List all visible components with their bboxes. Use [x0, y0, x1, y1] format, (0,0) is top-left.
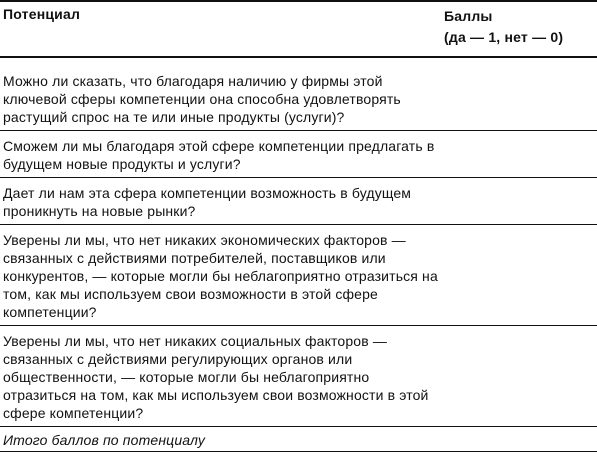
- total-row: [0, 427, 597, 452]
- question-text: Уверены ли мы, что нет никаких социальных факторов — связанных с действиями регулирующих органов или общественности, — которые могли бы неблагоприятно отразиться на том, как мы используем свои возможности в этой сфере компетенции?: [3, 333, 429, 421]
- header-score-legend: (да — 1, нет — 0): [444, 29, 564, 45]
- header-score-title: Баллы: [444, 8, 493, 24]
- score-cell[interactable]: [444, 184, 594, 202]
- total-score-cell[interactable]: [444, 433, 594, 451]
- question-text: Сможем ли мы благодаря этой сфере компетенции предлагать в будущем новые продукты и услуги?: [3, 138, 435, 172]
- question-text: Уверены ли мы, что нет никаких экономических факторов — связанных с действиями потребителей, поставщиков или конкурентов, — которые могли бы неблагоприятно отразиться на том, как мы используем свои возможности в этой сфере компетенции?: [3, 232, 438, 320]
- question-text: Дает ли нам эта сфера компетенции возможность в будущем проникнуть на новые рынки?: [3, 185, 412, 219]
- total-label: Итого баллов по потенциалу: [3, 432, 206, 448]
- header-score: [444, 6, 563, 48]
- table-row: [0, 66, 597, 131]
- table-row: [0, 225, 597, 326]
- table-row: [0, 326, 597, 427]
- table-row: [0, 178, 597, 225]
- question-text: Можно ли сказать, что благодаря наличию у фирмы этой ключевой сферы компетенции она способна удовлетворять растущий спрос на те или иные продукты (услуги)?: [3, 73, 401, 125]
- score-cell[interactable]: [444, 137, 594, 155]
- score-cell[interactable]: [444, 231, 594, 249]
- score-cell[interactable]: [444, 332, 594, 350]
- header-potential: Потенциал: [3, 6, 81, 22]
- score-cell[interactable]: [444, 72, 594, 90]
- table-row: [0, 131, 597, 178]
- table-header: [0, 0, 597, 58]
